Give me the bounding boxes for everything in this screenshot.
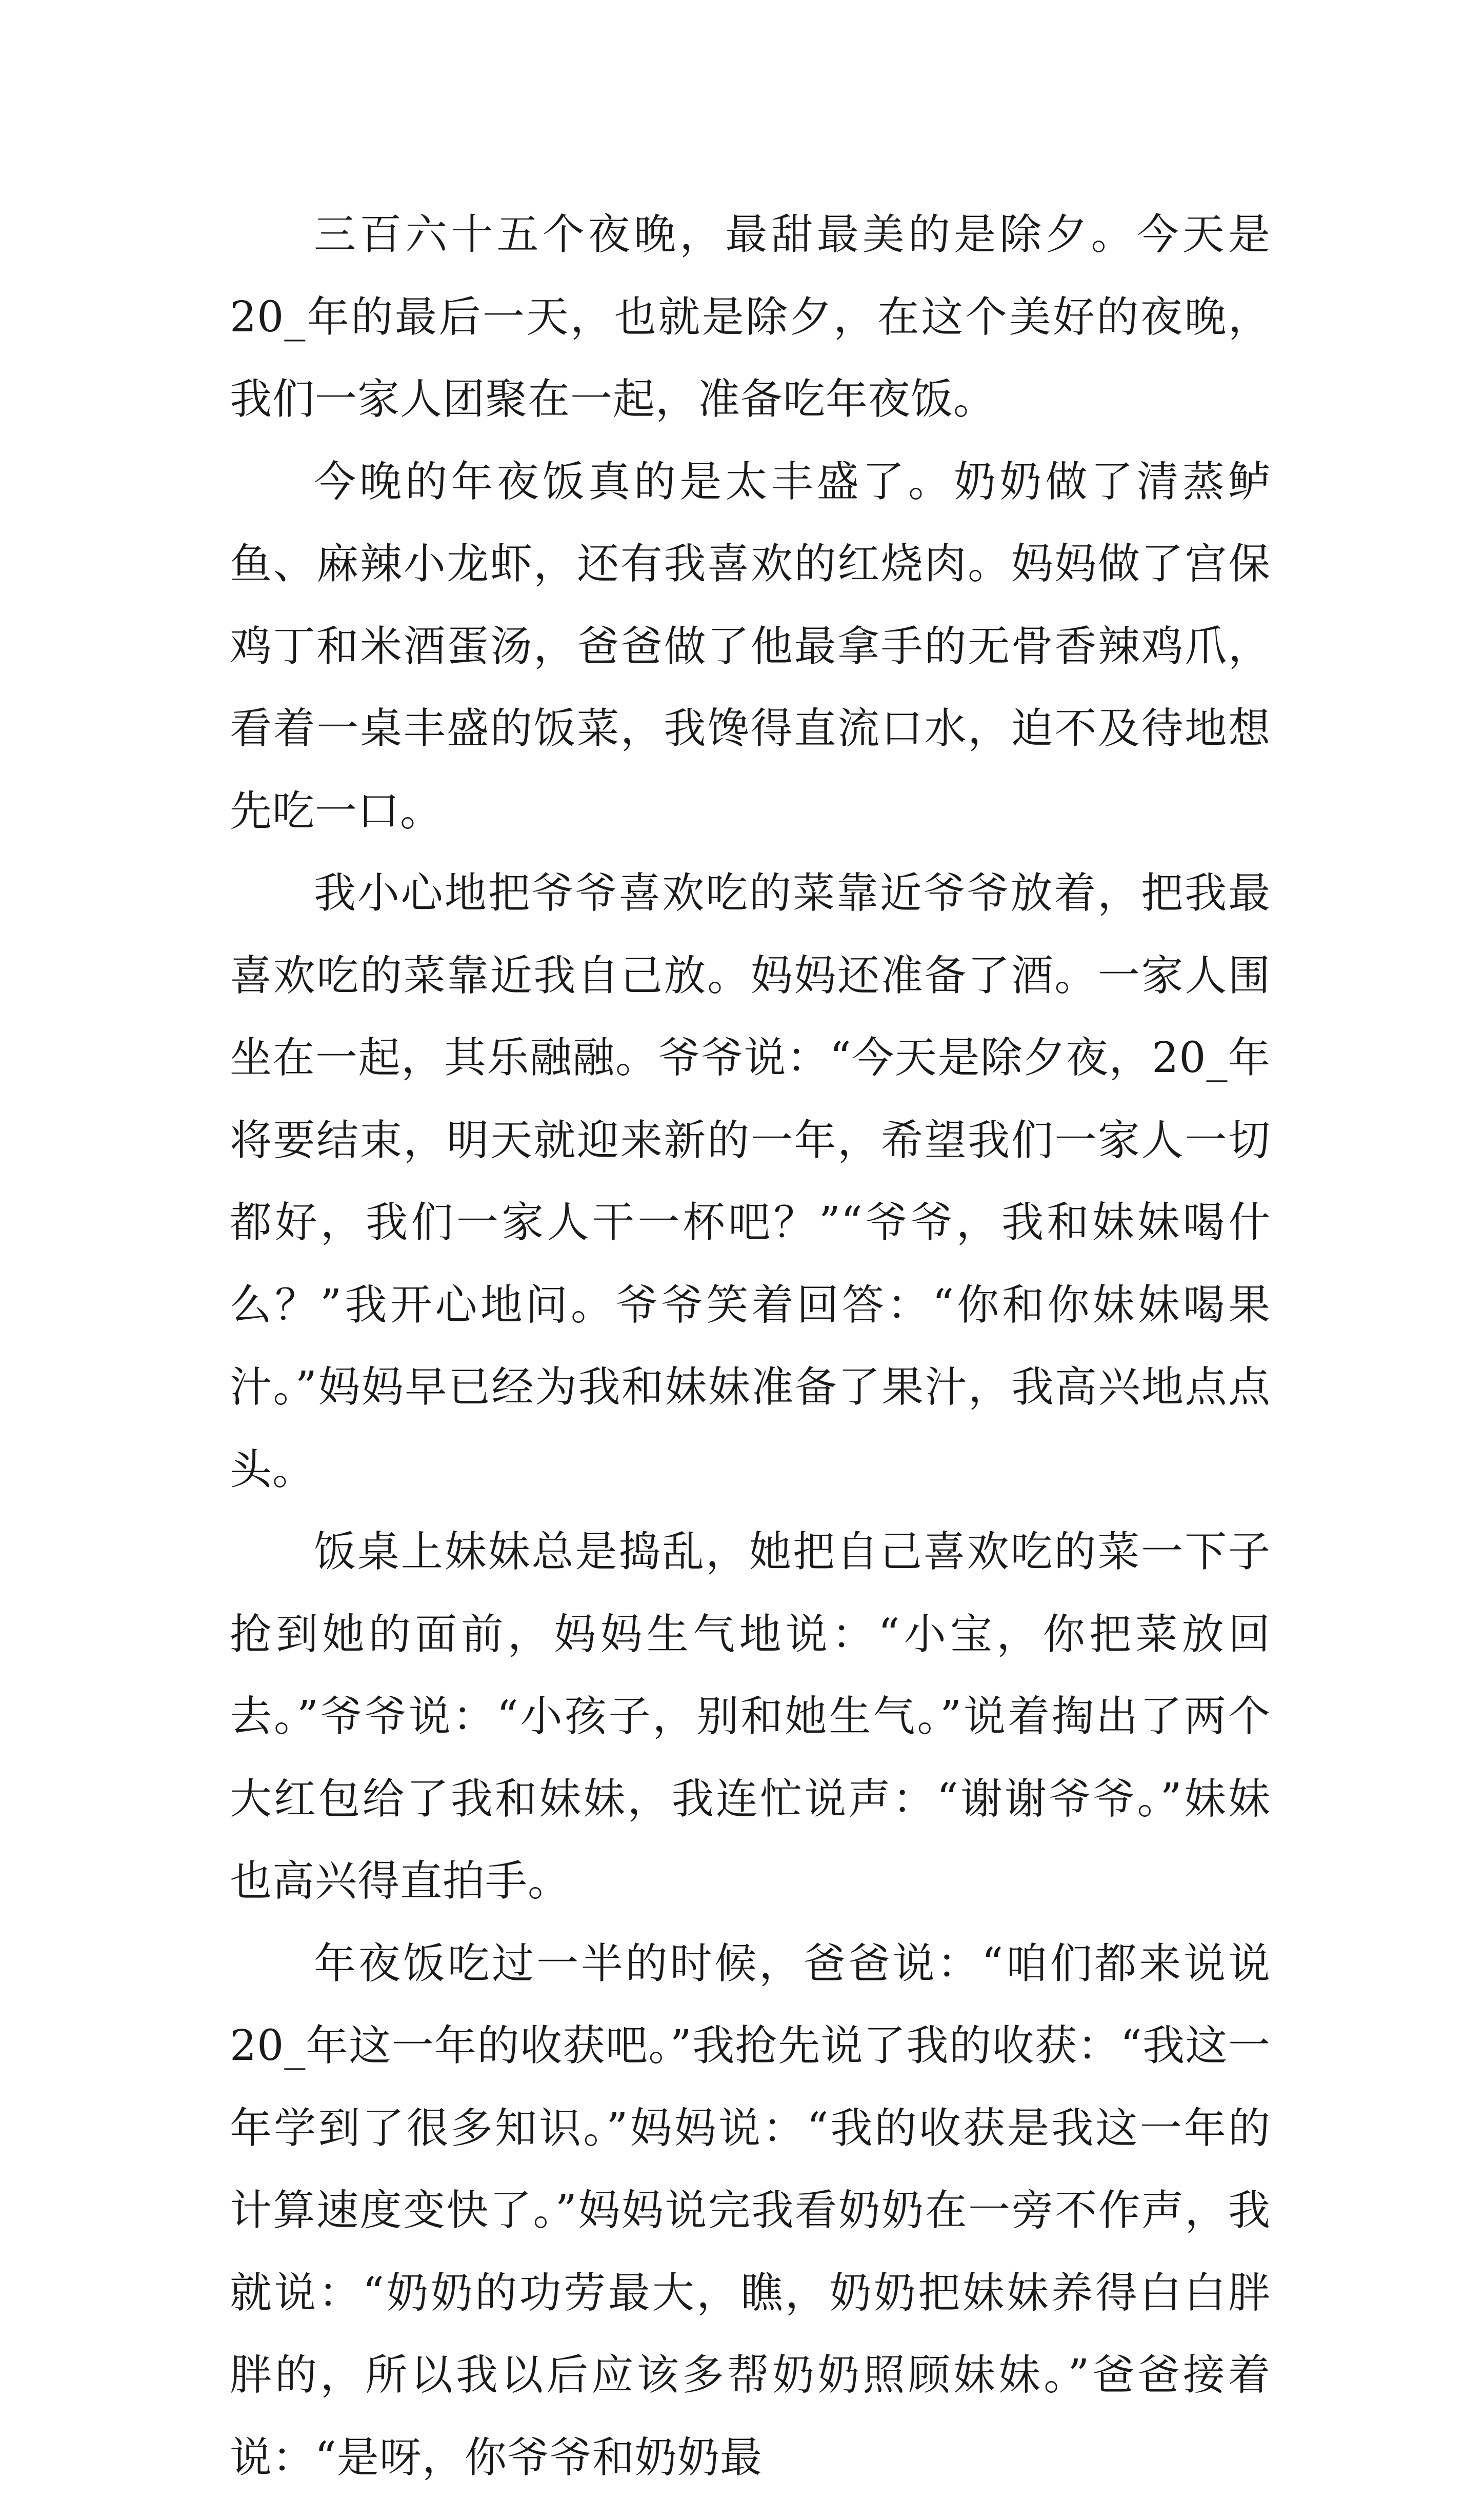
paragraph-1: 三百六十五个夜晚，最甜最美的是除夕。今天是20_年的最后一天，也就是除夕，在这个美好的夜晚，我们一家人团聚在一起，准备吃年夜饭。 xyxy=(230,194,1271,441)
paragraph-2: 今晚的年夜饭真的是太丰盛了。奶奶做了清蒸鲈鱼、麻辣小龙虾，还有我喜欢的红烧肉。妈妈做了宫保鸡丁和米酒蛋汤，爸爸做了他最拿手的无骨香辣鸡爪，看着一桌丰盛的饭菜，我馋得直流口水，迫不及待地想先吃一口。 xyxy=(230,441,1271,853)
paragraph-3: 我小心地把爷爷喜欢吃的菜靠近爷爷放着，把我最喜欢吃的菜靠近我自己放。妈妈还准备了酒。一家人围坐在一起，其乐融融。爷爷说：“今天是除夕夜，20_年将要结束，明天就迎来新的一年，希望我们一家人一切都好，我们一家人干一杯吧？”“爷爷，我和妹妹喝什么？”我开心地问。爷爷笑着回答：“你和你妹妹喝果汁。”妈妈早已经为我和妹妹准备了果汁，我高兴地点点头。 xyxy=(230,852,1271,1511)
paragraph-5: 年夜饭吃过一半的时候，爸爸说：“咱们都来说说20_年这一年的收获吧。”我抢先说了我的收获：“我这一年学到了很多知识。”妈妈说：“我的收获是我这一年的计算速度变快了。”妈妈说完我看奶奶在一旁不作声，我就说：“奶奶的功劳最大，瞧，奶奶把妹妹养得白白胖胖的，所以我以后应该多帮奶奶照顾妹妹。”爸爸接着说：“是呀，你爷爷和奶奶最 xyxy=(230,1923,1271,2499)
document-body xyxy=(230,194,1271,2499)
paragraph-4: 饭桌上妹妹总是捣乱，她把自己喜欢吃的菜一下子抢到她的面前，妈妈生气地说：“小宝，你把菜放回去。”爷爷说：“小孩子，别和她生气。”说着掏出了两个大红包给了我和妹妹，我连忙说声：“谢谢爷爷。”妹妹也高兴得直拍手。 xyxy=(230,1511,1271,1923)
